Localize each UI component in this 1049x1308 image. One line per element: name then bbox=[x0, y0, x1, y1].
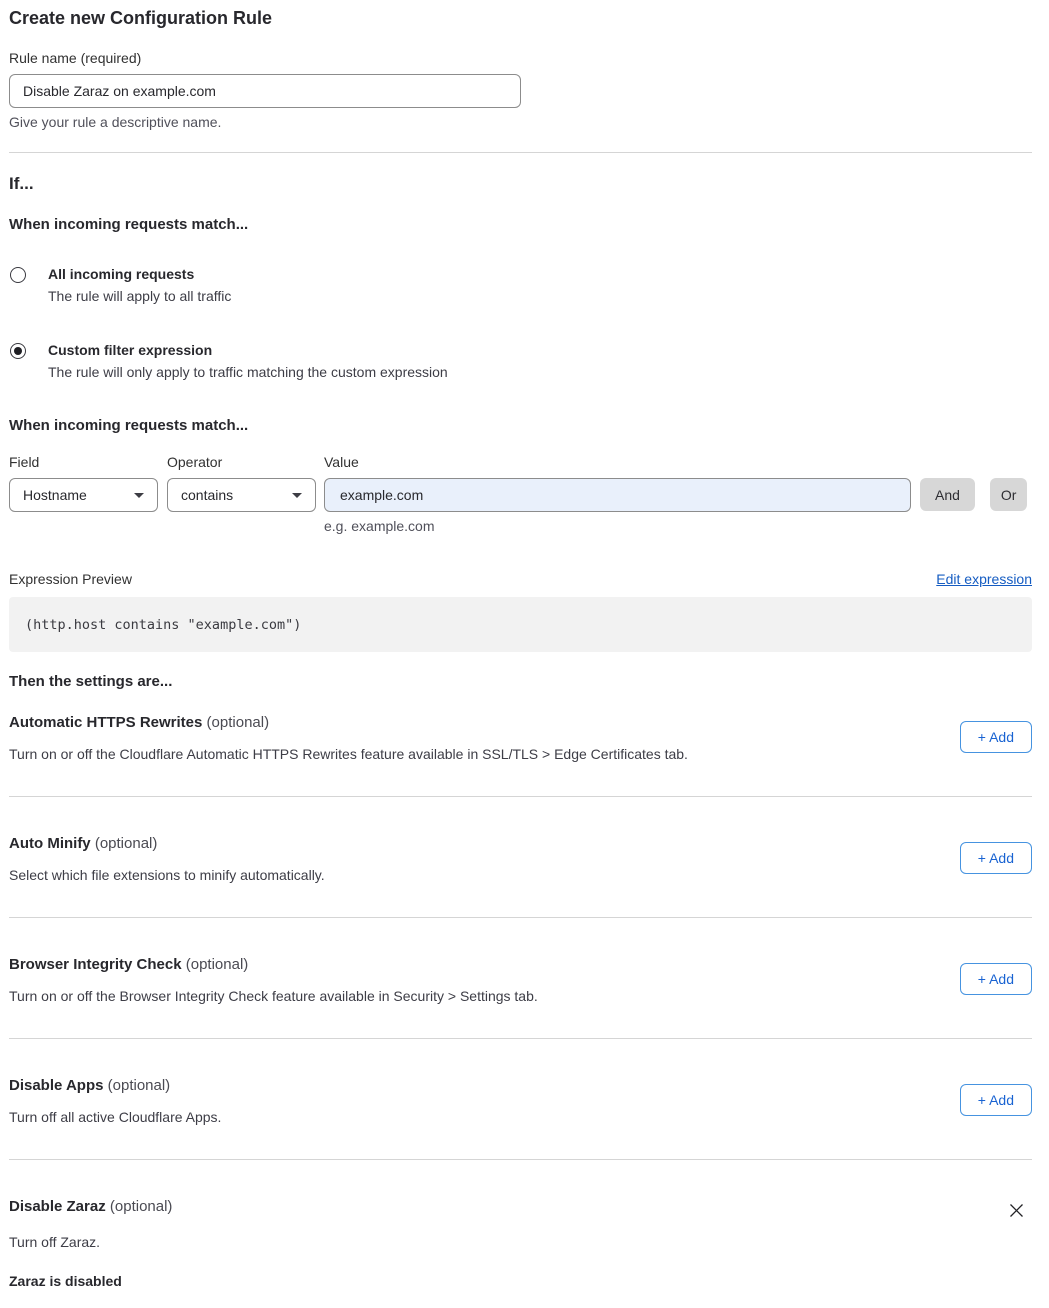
setting-automatic-https-rewrites bbox=[9, 691, 1032, 797]
setting-description: Select which file extensions to minify automatically. bbox=[9, 867, 325, 883]
setting-description: Turn off Zaraz. bbox=[9, 1234, 101, 1250]
radio-custom-expression-label[interactable]: Custom filter expression bbox=[48, 342, 213, 358]
operator-select[interactable] bbox=[167, 478, 316, 512]
add-browser-integrity-check-button[interactable]: + Add bbox=[960, 963, 1032, 995]
section-divider bbox=[9, 152, 1032, 153]
field-select-value: Hostname bbox=[23, 487, 87, 503]
rule-name-help: Give your rule a descriptive name. bbox=[9, 114, 222, 130]
setting-title: Browser Integrity Check bbox=[9, 956, 182, 973]
zaraz-status-text: Zaraz is disabled bbox=[9, 1273, 122, 1289]
settings-heading: Then the settings are... bbox=[9, 673, 173, 690]
expression-code: (http.host contains "example.com") bbox=[25, 616, 302, 633]
rule-name-label: Rule name (required) bbox=[9, 50, 142, 66]
radio-option-all-requests[interactable] bbox=[9, 266, 1032, 305]
builder-heading: When incoming requests match... bbox=[9, 417, 249, 434]
setting-optional-tag: (optional) bbox=[107, 1077, 171, 1094]
operator-select-value: contains bbox=[181, 487, 234, 503]
page-title: Create new Configuration Rule bbox=[9, 8, 273, 28]
setting-description: Turn off all active Cloudflare Apps. bbox=[9, 1109, 222, 1125]
setting-optional-tag: (optional) bbox=[94, 835, 158, 852]
setting-optional-tag: (optional) bbox=[109, 1198, 173, 1215]
operator-label: Operator bbox=[167, 454, 223, 470]
field-label: Field bbox=[9, 454, 40, 470]
setting-title: Automatic HTTPS Rewrites bbox=[9, 714, 203, 731]
or-button[interactable]: Or bbox=[990, 478, 1028, 511]
rule-name-group bbox=[9, 50, 1032, 131]
expression-builder-row bbox=[9, 454, 1032, 535]
radio-option-custom-expression[interactable] bbox=[9, 342, 1032, 381]
rule-name-input[interactable] bbox=[9, 74, 521, 108]
setting-title: Disable Apps bbox=[9, 1077, 104, 1094]
setting-title: Auto Minify bbox=[9, 835, 91, 852]
setting-optional-tag: (optional) bbox=[206, 714, 270, 731]
remove-disable-zaraz-button[interactable] bbox=[1007, 1201, 1026, 1220]
setting-description: Turn on or off the Cloudflare Automatic HTTPS Rewrites feature available in SSL/TLS > Edge Certificates tab. bbox=[9, 746, 688, 762]
expression-preview-box bbox=[9, 597, 1032, 652]
chevron-down-icon bbox=[134, 493, 144, 498]
value-input[interactable] bbox=[324, 478, 911, 512]
setting-optional-tag: (optional) bbox=[185, 956, 249, 973]
chevron-down-icon bbox=[292, 493, 302, 498]
expression-preview-label: Expression Preview bbox=[9, 571, 132, 587]
value-hint: e.g. example.com bbox=[324, 518, 435, 534]
radio-all-requests-label[interactable]: All incoming requests bbox=[48, 266, 195, 282]
radio-all-requests-icon[interactable] bbox=[10, 267, 26, 283]
setting-disable-apps bbox=[9, 1039, 1032, 1160]
setting-auto-minify bbox=[9, 797, 1032, 918]
value-label: Value bbox=[324, 454, 359, 470]
close-icon bbox=[1009, 1203, 1024, 1218]
match-heading: When incoming requests match... bbox=[9, 216, 249, 233]
setting-disable-zaraz bbox=[9, 1160, 1032, 1290]
field-select[interactable] bbox=[9, 478, 158, 512]
add-auto-minify-button[interactable]: + Add bbox=[960, 842, 1032, 874]
and-button[interactable]: And bbox=[920, 478, 975, 511]
setting-description: Turn on or off the Browser Integrity Check feature available in Security > Settings tab. bbox=[9, 988, 538, 1004]
add-disable-apps-button[interactable]: + Add bbox=[960, 1084, 1032, 1116]
radio-custom-expression-icon[interactable] bbox=[10, 343, 26, 359]
setting-title: Disable Zaraz bbox=[9, 1198, 106, 1215]
if-heading: If... bbox=[9, 174, 34, 193]
radio-custom-expression-description: The rule will only apply to traffic matching the custom expression bbox=[48, 364, 448, 380]
radio-all-requests-description: The rule will apply to all traffic bbox=[48, 288, 232, 304]
edit-expression-link[interactable]: Edit expression bbox=[936, 571, 1032, 587]
setting-browser-integrity-check bbox=[9, 918, 1032, 1039]
add-automatic-https-rewrites-button[interactable]: + Add bbox=[960, 721, 1032, 753]
